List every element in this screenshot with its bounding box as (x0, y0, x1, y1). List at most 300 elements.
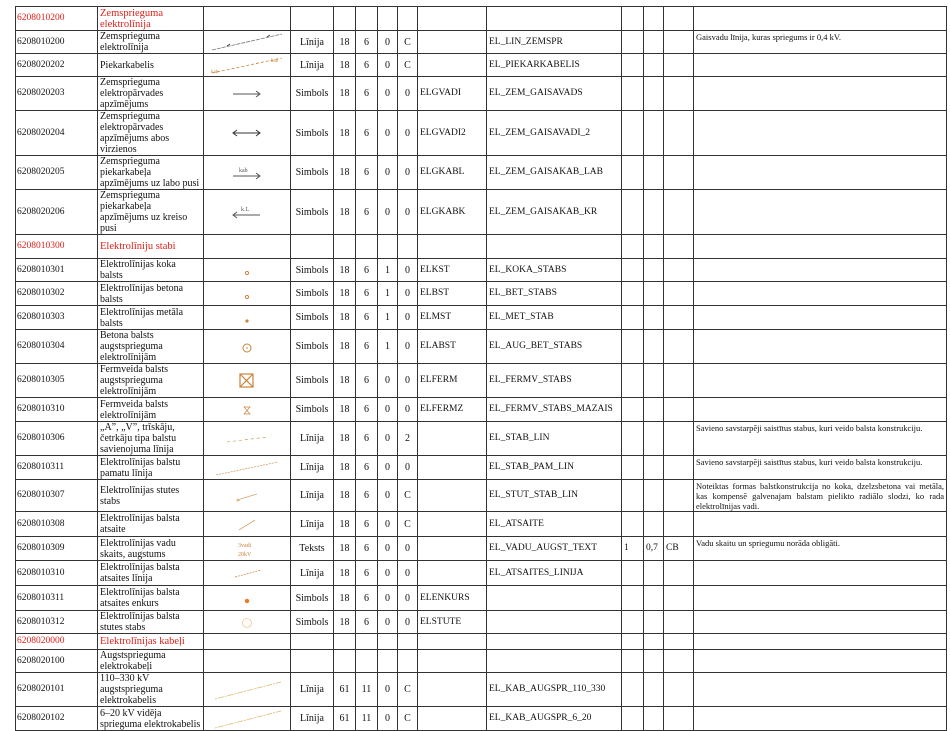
row-val-3 (378, 235, 398, 259)
row-val-5 (622, 707, 644, 731)
row-type: Simbols (291, 306, 334, 330)
row-val-4: 0 (398, 190, 418, 235)
row-symbol (204, 561, 291, 586)
row-val-1: 18 (334, 422, 356, 456)
row-val-5 (622, 54, 644, 77)
row-val-4: 0 (398, 330, 418, 364)
row-val-7 (664, 707, 694, 731)
row-val-2: 6 (356, 611, 378, 634)
table-row (16, 364, 947, 398)
row-description (694, 330, 947, 364)
row-val-3: 0 (378, 611, 398, 634)
row-block-name (418, 480, 487, 512)
row-val-2 (356, 235, 378, 259)
circle-dot-icon (204, 339, 290, 355)
row-layer-name: EL_STAB_LIN (487, 422, 622, 456)
row-name: Zemsprieguma elektropārvades apzīmējums (98, 77, 204, 111)
row-val-5 (622, 190, 644, 235)
row-block-name: ELKST (418, 259, 487, 282)
row-val-1: 18 (334, 282, 356, 306)
row-val-5 (622, 398, 644, 422)
row-block-name (418, 650, 487, 673)
row-type: Simbols (291, 330, 334, 364)
table-row (16, 190, 947, 235)
row-val-2: 6 (356, 456, 378, 480)
row-val-3: 0 (378, 586, 398, 611)
row-type (291, 235, 334, 259)
svg-text:k.L: k.L (241, 207, 250, 213)
row-val-1: 18 (334, 456, 356, 480)
row-symbol (204, 235, 291, 259)
row-val-1: 18 (334, 330, 356, 364)
row-code: 6208020000 (16, 634, 98, 650)
row-code: 6208010308 (16, 512, 98, 537)
row-code: 6208010304 (16, 330, 98, 364)
row-symbol (204, 634, 291, 650)
row-val-2: 11 (356, 673, 378, 707)
row-val-6 (644, 156, 664, 190)
row-val-3: 0 (378, 561, 398, 586)
table-row (16, 31, 947, 54)
row-layer-name: EL_ATSAITES_LINIJA (487, 561, 622, 586)
row-layer-name: EL_MET_STAB (487, 306, 622, 330)
row-type: Simbols (291, 586, 334, 611)
table-row (16, 537, 947, 561)
text-label-icon (204, 539, 290, 559)
row-symbol (204, 586, 291, 611)
row-type: Līnija (291, 456, 334, 480)
row-code: 6208010301 (16, 259, 98, 282)
row-block-name (418, 561, 487, 586)
row-code: 6208020205 (16, 156, 98, 190)
row-val-6 (644, 31, 664, 54)
row-val-5 (622, 673, 644, 707)
row-val-5 (622, 512, 644, 537)
row-symbol (204, 398, 291, 422)
row-val-4: 0 (398, 537, 418, 561)
row-symbol (204, 306, 291, 330)
row-code: 6208020202 (16, 54, 98, 77)
row-description (694, 512, 947, 537)
row-block-name: ELMST (418, 306, 487, 330)
row-val-1: 18 (334, 190, 356, 235)
arrow-left-kab-icon (204, 205, 290, 219)
row-name: Elektrolīnijas stutes stabs (98, 480, 204, 512)
row-layer-name (487, 235, 622, 259)
row-val-5 (622, 77, 644, 111)
row-layer-name: EL_VADU_AUGST_TEXT (487, 537, 622, 561)
row-description: Savieno savstarpēji saistītus stabus, kuri veido balsta konstrukciju. (694, 456, 947, 480)
row-val-6 (644, 235, 664, 259)
row-val-6 (644, 330, 664, 364)
row-code: 6208010300 (16, 235, 98, 259)
row-description (694, 364, 947, 398)
row-block-name: ELSTUTE (418, 611, 487, 634)
row-val-2 (356, 650, 378, 673)
row-block-name (418, 456, 487, 480)
row-name: Elektrolīnijas balsta atsaite (98, 512, 204, 537)
row-code: 6208020204 (16, 111, 98, 156)
row-val-2: 6 (356, 282, 378, 306)
row-val-3: 0 (378, 111, 398, 156)
row-val-2: 6 (356, 512, 378, 537)
row-val-2: 6 (356, 537, 378, 561)
row-val-4: C (398, 31, 418, 54)
table-row (16, 611, 947, 634)
row-val-4: 0 (398, 456, 418, 480)
row-block-name: ELGKABK (418, 190, 487, 235)
row-val-7 (664, 54, 694, 77)
short-slant-line-icon (204, 516, 290, 532)
row-val-6 (644, 422, 664, 456)
row-val-3: 1 (378, 259, 398, 282)
row-layer-name: EL_ATSAITE (487, 512, 622, 537)
row-val-3: 0 (378, 673, 398, 707)
row-code: 6208010309 (16, 537, 98, 561)
row-layer-name (487, 586, 622, 611)
table-row (16, 456, 947, 480)
row-val-2: 11 (356, 707, 378, 731)
table-row (16, 673, 947, 707)
row-val-4: 0 (398, 77, 418, 111)
row-layer-name: EL_AUG_BET_STABS (487, 330, 622, 364)
row-val-7 (664, 480, 694, 512)
row-val-6 (644, 456, 664, 480)
table-row (16, 398, 947, 422)
row-val-3: 0 (378, 77, 398, 111)
row-description (694, 111, 947, 156)
row-val-7 (664, 561, 694, 586)
section-header-row (16, 235, 947, 259)
row-name: Betona balsts augstsprieguma elektrolīnijām (98, 330, 204, 364)
row-val-7 (664, 456, 694, 480)
row-name: Elektrolīniju stabi (98, 235, 204, 259)
row-val-3: 0 (378, 364, 398, 398)
row-description (694, 282, 947, 306)
row-name: Elektrolīnijas betona balsts (98, 282, 204, 306)
row-val-2 (356, 7, 378, 31)
svg-text:kab: kab (239, 167, 248, 174)
row-symbol (204, 330, 291, 364)
table-row (16, 586, 947, 611)
table-row (16, 54, 947, 77)
row-val-2: 6 (356, 156, 378, 190)
row-type: Simbols (291, 190, 334, 235)
row-type: Līnija (291, 422, 334, 456)
row-val-1: 18 (334, 512, 356, 537)
row-code: 6208020206 (16, 190, 98, 235)
row-code: 6208010311 (16, 456, 98, 480)
row-val-3: 0 (378, 190, 398, 235)
row-name: Elektrolīnijas balsta atsaites enkurs (98, 586, 204, 611)
row-name: Piekarkabelis (98, 54, 204, 77)
row-val-4 (398, 650, 418, 673)
row-val-2: 6 (356, 586, 378, 611)
row-val-1: 18 (334, 156, 356, 190)
row-val-2: 6 (356, 364, 378, 398)
row-block-name (418, 512, 487, 537)
row-val-4: 0 (398, 306, 418, 330)
row-val-6 (644, 634, 664, 650)
table-row (16, 330, 947, 364)
row-val-7 (664, 156, 694, 190)
row-layer-name: EL_BET_STABS (487, 282, 622, 306)
row-symbol (204, 7, 291, 31)
row-val-4: C (398, 707, 418, 731)
row-name: Zemsprieguma elektrolīnija (98, 7, 204, 31)
row-symbol (204, 707, 291, 731)
row-val-3: 0 (378, 54, 398, 77)
row-val-7 (664, 282, 694, 306)
row-val-5 (622, 364, 644, 398)
row-val-3 (378, 650, 398, 673)
row-val-4: 0 (398, 586, 418, 611)
row-symbol (204, 31, 291, 54)
row-code: 6208010305 (16, 364, 98, 398)
row-val-6 (644, 512, 664, 537)
row-symbol (204, 673, 291, 707)
row-description (694, 561, 947, 586)
row-val-6 (644, 398, 664, 422)
row-description (694, 586, 947, 611)
row-layer-name: EL_PIEKARKABELIS (487, 54, 622, 77)
row-description: Savieno savstarpēji saistītus stabus, kuri veido balsta konstrukciju. (694, 422, 947, 456)
row-type: Simbols (291, 111, 334, 156)
row-val-4 (398, 7, 418, 31)
row-val-3: 1 (378, 282, 398, 306)
row-code: 6208020203 (16, 77, 98, 111)
row-symbol (204, 611, 291, 634)
row-val-6 (644, 650, 664, 673)
short-dotted-line-icon (204, 566, 290, 580)
table-row (16, 561, 947, 586)
row-description (694, 235, 947, 259)
row-name: Elektrolīnijas koka balsts (98, 259, 204, 282)
row-code: 6208010307 (16, 480, 98, 512)
row-val-6 (644, 561, 664, 586)
row-name: Elektrolīnijas kabeļi (98, 634, 204, 650)
row-description (694, 306, 947, 330)
row-name: Zemsprieguma piekarkabeļa apzīmējums uz labo pusi (98, 156, 204, 190)
svg-text:kab: kab (271, 59, 279, 64)
row-val-7 (664, 398, 694, 422)
table-row (16, 282, 947, 306)
row-val-5 (622, 235, 644, 259)
line-arrows-icon (204, 32, 290, 52)
row-val-1: 18 (334, 586, 356, 611)
row-code: 6208010200 (16, 31, 98, 54)
row-layer-name (487, 611, 622, 634)
row-val-4 (398, 235, 418, 259)
row-code: 6208010200 (16, 7, 98, 31)
row-val-6 (644, 190, 664, 235)
row-code: 6208020100 (16, 650, 98, 673)
arrow-right-kab-icon (204, 166, 290, 180)
row-val-3: 0 (378, 31, 398, 54)
row-block-name (418, 634, 487, 650)
row-description (694, 54, 947, 77)
row-layer-name: EL_KAB_AUGSPR_110_330 (487, 673, 622, 707)
row-val-4: 0 (398, 561, 418, 586)
section-header-row (16, 7, 947, 31)
row-layer-name: EL_ZEM_GAISAKAB_KR (487, 190, 622, 235)
row-layer-name (487, 7, 622, 31)
row-val-4: 0 (398, 111, 418, 156)
row-val-4: 2 (398, 422, 418, 456)
row-val-2: 6 (356, 480, 378, 512)
row-code: 6208010303 (16, 306, 98, 330)
row-val-1: 18 (334, 537, 356, 561)
table-row (16, 306, 947, 330)
row-description (694, 190, 947, 235)
svg-text:3vadi: 3vadi (238, 542, 252, 549)
row-val-7 (664, 586, 694, 611)
arrow-right-icon (204, 89, 290, 99)
row-type: Līnija (291, 31, 334, 54)
row-name: Zemsprieguma elektropārvades apzīmējums abos virzienos (98, 111, 204, 156)
row-val-6 (644, 673, 664, 707)
row-symbol (204, 54, 291, 77)
row-name: 110–330 kV augstsprieguma elektrokabelis (98, 673, 204, 707)
row-val-7 (664, 673, 694, 707)
row-description (694, 398, 947, 422)
row-val-6: 0,7 (644, 537, 664, 561)
arrow-both-icon (204, 128, 290, 138)
row-type: Simbols (291, 611, 334, 634)
row-val-7 (664, 364, 694, 398)
row-val-7 (664, 634, 694, 650)
row-code: 6208010311 (16, 586, 98, 611)
table-row (16, 480, 947, 512)
row-block-name: ELGKABL (418, 156, 487, 190)
row-val-5 (622, 586, 644, 611)
row-val-1: 18 (334, 480, 356, 512)
row-val-1 (334, 7, 356, 31)
hourglass-icon (204, 402, 290, 418)
row-val-1: 18 (334, 77, 356, 111)
row-type: Simbols (291, 398, 334, 422)
row-block-name (418, 537, 487, 561)
row-name: Elektrolīnijas balstu pamatu līnija (98, 456, 204, 480)
row-block-name (418, 673, 487, 707)
table-row (16, 707, 947, 731)
row-name: Zemsprieguma piekarkabeļa apzīmējums uz kreiso pusi (98, 190, 204, 235)
row-symbol (204, 422, 291, 456)
cable-dashed-icon (204, 679, 290, 701)
row-description (694, 707, 947, 731)
open-circle-icon (204, 613, 290, 631)
row-val-3: 0 (378, 422, 398, 456)
row-type (291, 650, 334, 673)
row-val-3: 0 (378, 707, 398, 731)
row-symbol (204, 364, 291, 398)
row-name: Fermveida balsts augstsprieguma elektrolīnijām (98, 364, 204, 398)
row-name: 6–20 kV vidēja sprieguma elektrokabelis (98, 707, 204, 731)
row-code: 6208010306 (16, 422, 98, 456)
row-val-1: 18 (334, 54, 356, 77)
row-symbol (204, 190, 291, 235)
row-block-name: ELABST (418, 330, 487, 364)
row-symbol (204, 156, 291, 190)
row-val-1 (334, 634, 356, 650)
row-val-2: 6 (356, 330, 378, 364)
row-val-7 (664, 259, 694, 282)
row-block-name: ELBST (418, 282, 487, 306)
row-layer-name (487, 634, 622, 650)
dotted-slant-line-icon (204, 459, 290, 477)
row-block-name (418, 31, 487, 54)
row-val-1 (334, 235, 356, 259)
table-row (16, 650, 947, 673)
row-val-3: 0 (378, 480, 398, 512)
row-val-6 (644, 259, 664, 282)
row-val-7 (664, 190, 694, 235)
line-cable-orange-icon (204, 55, 290, 75)
row-val-7: CB (664, 537, 694, 561)
row-symbol (204, 537, 291, 561)
row-symbol (204, 650, 291, 673)
row-layer-name: EL_STUT_STAB_LIN (487, 480, 622, 512)
row-val-4: 0 (398, 364, 418, 398)
row-symbol (204, 512, 291, 537)
row-layer-name: EL_KAB_AUGSPR_6_20 (487, 707, 622, 731)
row-description (694, 156, 947, 190)
row-layer-name (487, 650, 622, 673)
row-val-6 (644, 7, 664, 31)
row-layer-name: EL_KOKA_STABS (487, 259, 622, 282)
table-row (16, 156, 947, 190)
row-val-2: 6 (356, 398, 378, 422)
row-val-7 (664, 422, 694, 456)
row-val-2: 6 (356, 77, 378, 111)
row-val-3: 0 (378, 456, 398, 480)
row-val-2: 6 (356, 259, 378, 282)
row-val-7 (664, 111, 694, 156)
box-cross-icon (204, 372, 290, 390)
row-val-1: 18 (334, 611, 356, 634)
row-val-6 (644, 364, 664, 398)
row-code: 6208010310 (16, 398, 98, 422)
row-description (694, 611, 947, 634)
row-val-1: 18 (334, 111, 356, 156)
row-val-4 (398, 634, 418, 650)
row-type (291, 7, 334, 31)
row-val-1: 61 (334, 707, 356, 731)
row-code: 6208020102 (16, 707, 98, 731)
row-block-name: ELFERM (418, 364, 487, 398)
row-val-5 (622, 561, 644, 586)
row-val-5: 1 (622, 537, 644, 561)
row-type: Līnija (291, 707, 334, 731)
row-val-7 (664, 7, 694, 31)
row-layer-name: EL_ZEM_GAISAVADS (487, 77, 622, 111)
row-val-6 (644, 707, 664, 731)
row-val-1: 61 (334, 673, 356, 707)
row-val-1: 18 (334, 561, 356, 586)
row-symbol (204, 480, 291, 512)
row-val-3: 0 (378, 512, 398, 537)
row-layer-name: EL_ZEM_GAISAVADI_2 (487, 111, 622, 156)
row-code: 6208010312 (16, 611, 98, 634)
row-val-2 (356, 634, 378, 650)
row-val-5 (622, 282, 644, 306)
row-type (291, 634, 334, 650)
row-type: Līnija (291, 54, 334, 77)
row-val-3 (378, 634, 398, 650)
row-val-5 (622, 7, 644, 31)
row-block-name: ELGVADI2 (418, 111, 487, 156)
row-val-7 (664, 611, 694, 634)
